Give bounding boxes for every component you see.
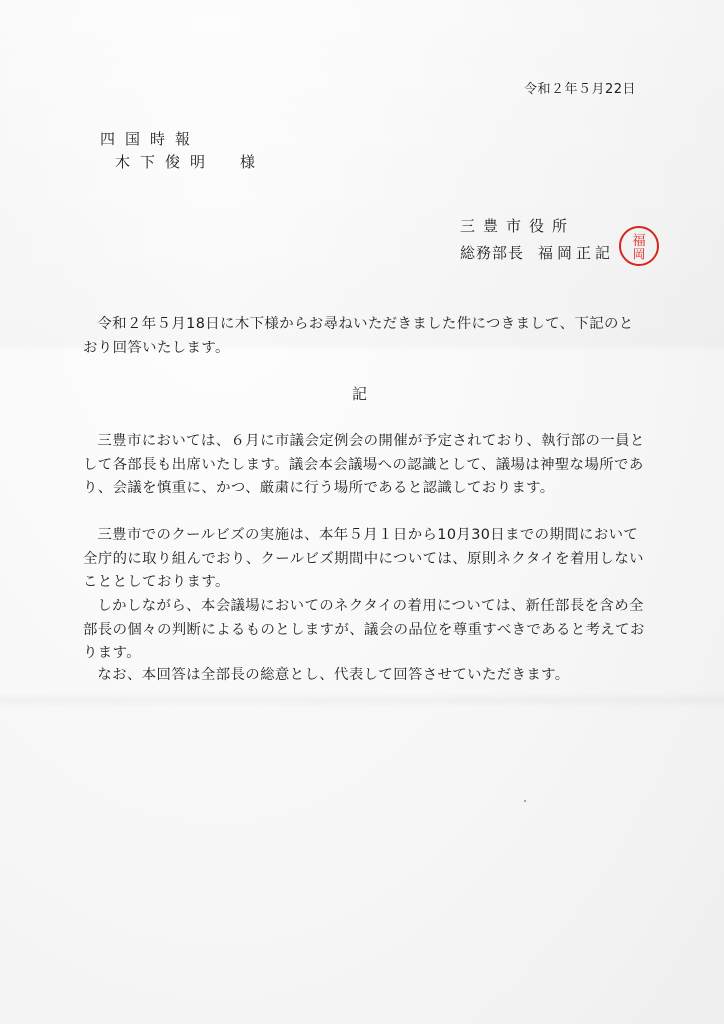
sender-name: 福岡正記 [538,244,615,262]
body-paragraph: なお、本回答は全部長の総意とし、代表して回答させていただきます。 [97,667,570,683]
seal-stamp-icon [619,226,659,266]
ki-heading: 記 [352,385,368,403]
recipient-name: 木下俊明 様 [115,153,266,171]
seal-stamp-graphic [621,228,657,264]
recipient-organization: 四国時報 [100,130,201,148]
sender-title: 総務部長 [460,244,525,262]
sender-signature [460,242,614,263]
body-paragraph: しかしながら、本会議場においてのネクタイの着用については、新任部長を含め全部長の個々の判断によるものとしますが、議会の品位を尊重すべきであると考えております。 [83,598,645,661]
seal-char-2: 岡 [632,246,646,262]
sender-office: 三豊市役所 [460,217,576,235]
intro-paragraph: 令和２年５月18日に木下様からお尋ねいただきました件につきまして、下記のとおり回答いたします。 [83,316,634,356]
body-paragraph: 三豊市でのクールビズの実施は、本年５月１日から10月30日までの期間において全庁的に取り組んでおり、クールビズ期間中については、原則ネクタイを着用しないこととしております。 [83,527,644,590]
body-paragraph: 三豊市においては、６月に市議会定例会の開催が予定されており、執行部の一員として各部長も出席いたします。議会本会議場への認識として、議場は神聖な場所であり、会議を慎重に、かつ、厳粛に行う場所であると認識しております。 [83,433,645,496]
letter-date: 令和２年５月22日 [523,82,636,97]
paper-speck [524,800,526,802]
seal-char-1: 福 [632,233,646,250]
